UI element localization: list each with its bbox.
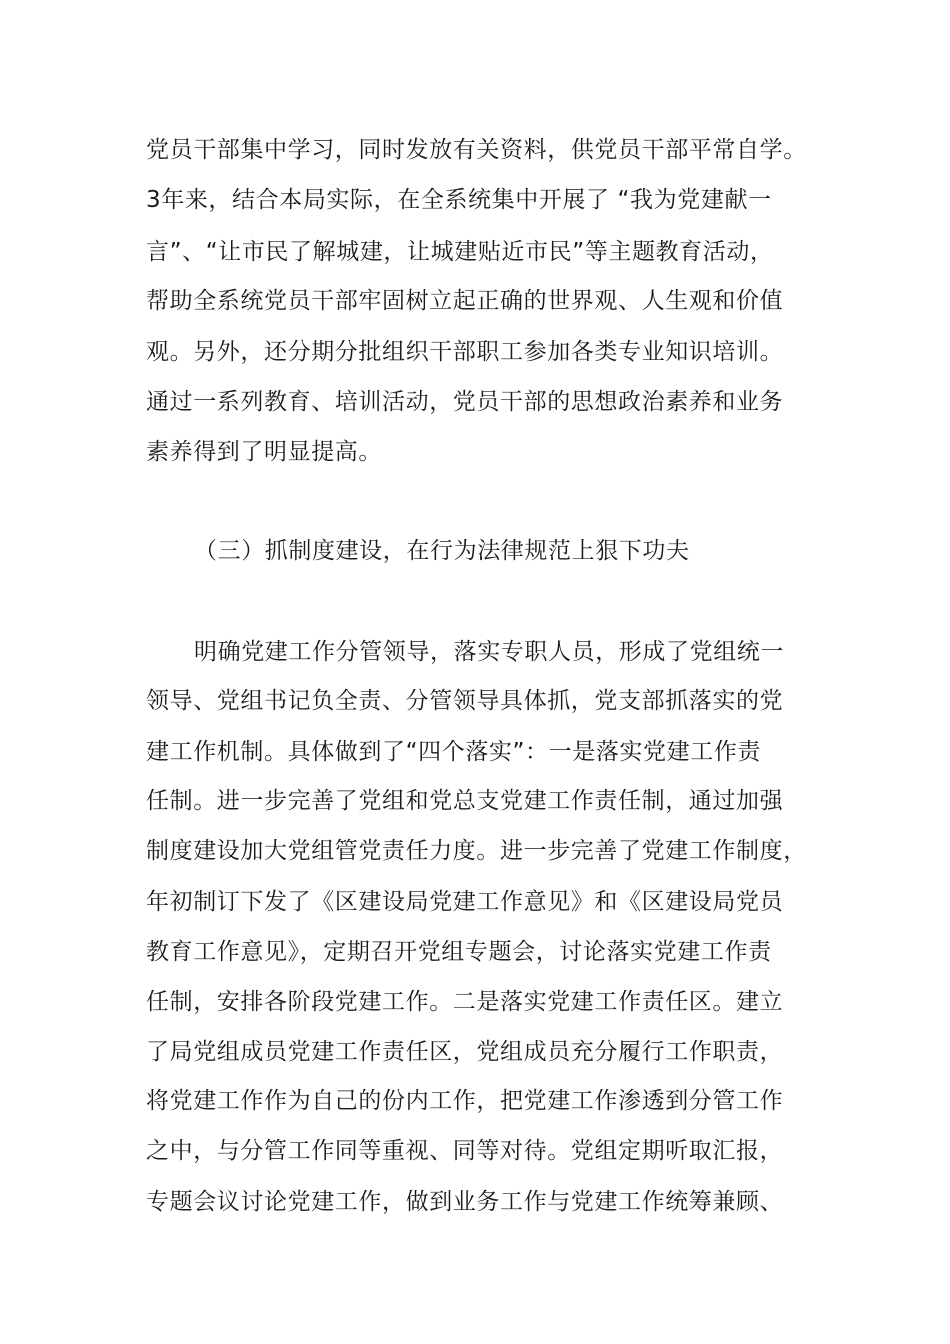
paragraph2-line-2: 领导、党组书记负全责、分管领导具体抓，党支部抓落实的党: [146, 688, 784, 714]
section-heading: （三）抓制度建设，在行为法律规范上狠下功夫: [194, 538, 690, 564]
paragraph1-line-7: 素养得到了明显提高。: [146, 439, 382, 465]
paragraph2-line-8: 任制，安排各阶段党建工作。二是落实党建工作责任区。建立: [146, 989, 784, 1015]
paragraph2-line-6: 年初制订下发了《区建设局党建工作意见》和《区建设局党员: [146, 889, 784, 915]
paragraph2-line-7: 教育工作意见》，定期召开党组专题会，讨论落实党建工作责: [146, 939, 772, 965]
paragraph2-line-1: 明确党建工作分管领导，落实专职人员，形成了党组统一: [194, 639, 784, 665]
paragraph2-line-12: 专题会议讨论党建工作，做到业务工作与党建工作统筹兼顾、: [146, 1189, 784, 1215]
paragraph2-line-3: 建工作机制。具体做到了“四个落实”：一是落实党建工作责: [146, 739, 762, 765]
paragraph2-line-10: 将党建工作作为自己的份内工作，把党建工作渗透到分管工作: [146, 1088, 784, 1114]
paragraph2-line-4: 任制。进一步完善了党组和党总支党建工作责任制，通过加强: [146, 788, 784, 814]
paragraph2-line-9: 了局党组成员党建工作责任区，党组成员充分履行工作职责，: [146, 1039, 784, 1065]
paragraph1-line-3: 言”、“让市民了解城建，让城建贴近市民”等主题教育活动，: [146, 239, 774, 265]
paragraph1-line-5: 观。另外，还分期分批组织干部职工参加各类专业知识培训。: [146, 339, 784, 365]
paragraph2-line-11: 之中，与分管工作同等重视、同等对待。党组定期听取汇报，: [146, 1138, 784, 1164]
paragraph1-line-1: 党员干部集中学习，同时发放有关资料，供党员干部平常自学。: [146, 137, 807, 163]
paragraph1-line-2: 3年来，结合本局实际，在全系统集中开展了 “我为党建献一: [146, 187, 772, 213]
paragraph1-line-6: 通过一系列教育、培训活动，党员干部的思想政治素养和业务: [146, 389, 784, 415]
paragraph1-line-4: 帮助全系统党员干部牢固树立起正确的世界观、人生观和价值: [146, 288, 784, 314]
paragraph2-line-5: 制度建设加大党组管党责任力度。进一步完善了党建工作制度，: [146, 838, 807, 864]
